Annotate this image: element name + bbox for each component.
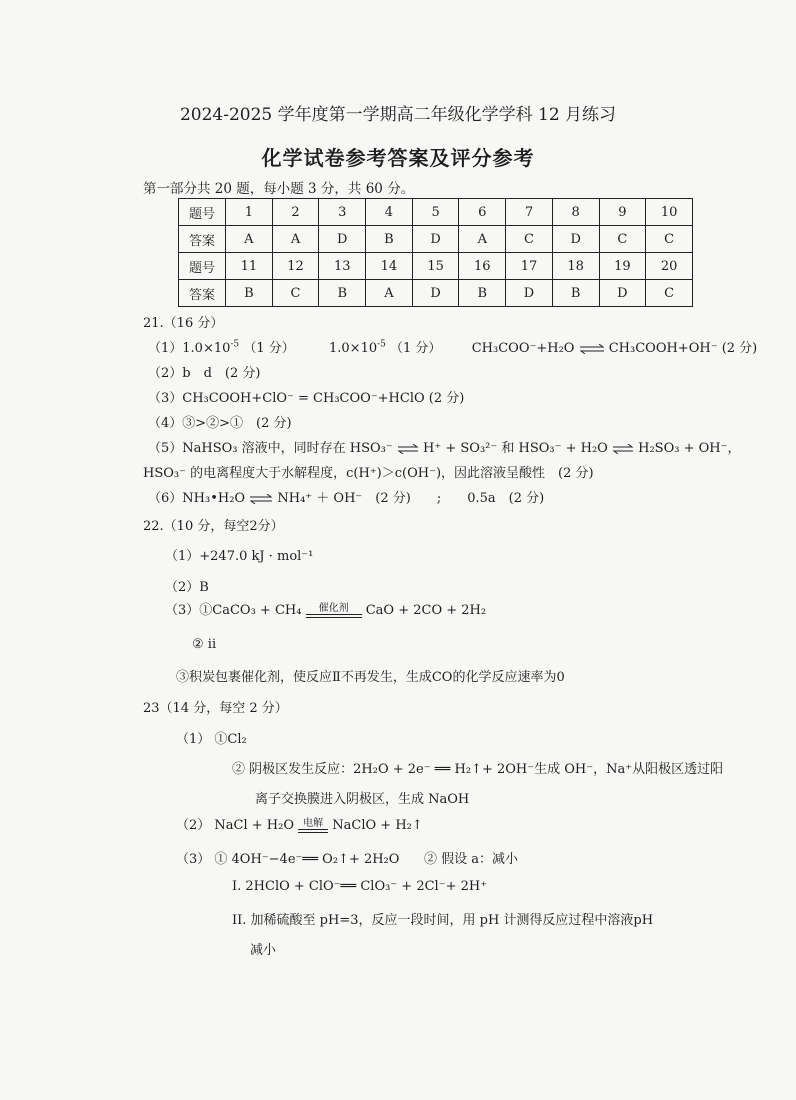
table-row xyxy=(179,253,693,280)
table-row xyxy=(179,226,693,253)
exam-title: 2024-2025 学年度第一学期高二年级化学学科 12 月练习 xyxy=(179,105,617,125)
table-cell: 18 xyxy=(552,253,599,280)
table-cell: 16 xyxy=(459,253,506,280)
q22-part3-equation: （3）①CaCO₃ + CH₄ 催化剂 CaO + 2CO + 2H₂ xyxy=(165,603,487,618)
q21-part4: （4）③>②>① (2 分) xyxy=(148,416,292,431)
table-cell: D xyxy=(319,226,366,253)
equilibrium-arrow-icon xyxy=(612,444,634,454)
table-cell: 12 xyxy=(272,253,319,280)
table-cell: 11 xyxy=(226,253,273,280)
table-cell: B xyxy=(226,280,273,307)
q21-hydrolysis-right: CH₃COOH+OH⁻ (2 分) xyxy=(608,341,758,356)
table-cell: 1 xyxy=(226,199,273,226)
electrolysis-arrow: 电解 xyxy=(298,818,328,833)
table-cell: 17 xyxy=(506,253,553,280)
table-cell: 9 xyxy=(599,199,646,226)
table-cell: D xyxy=(506,280,553,307)
table-cell: C xyxy=(506,226,553,253)
table-cell: C xyxy=(646,226,693,253)
table-cell: 13 xyxy=(319,253,366,280)
table-cell: C xyxy=(646,280,693,307)
table-cell: B xyxy=(459,280,506,307)
row-header-cell: 答案 xyxy=(179,226,226,253)
table-cell: 8 xyxy=(552,199,599,226)
table-cell: 10 xyxy=(646,199,693,226)
table-cell: D xyxy=(412,226,459,253)
equilibrium-arrow-icon xyxy=(249,494,273,504)
q23-part1-2-continued: 离子交换膜进入阴极区，生成 NaOH xyxy=(255,792,470,807)
table-cell: B xyxy=(366,226,413,253)
q23-part3-2: ② 假设 a：减小 xyxy=(424,852,519,867)
q23-part2-equation: （2） NaCl + H₂O 电解 NaClO + H₂↑ xyxy=(176,818,423,833)
q22-part2: （2）B xyxy=(165,580,209,595)
catalyst-arrow: 催化剂 xyxy=(306,603,362,618)
table-cell: B xyxy=(552,280,599,307)
table-cell: 6 xyxy=(459,199,506,226)
row-header-cell: 题号 xyxy=(179,199,226,226)
table-cell: 2 xyxy=(272,199,319,226)
table-cell: C xyxy=(272,280,319,307)
answer-key-title: 化学试卷参考答案及评分参考 xyxy=(261,146,535,170)
q22-part1: （1）+247.0 kJ · mol⁻¹ xyxy=(165,549,314,564)
q21-part5: （5）NaHSO₃ 溶液中，同时存在 HSO₃⁻ H⁺ + SO₃²⁻ 和 HSO₃⁻ + H₂O H₂SO₃ + OH⁻， xyxy=(148,441,741,456)
table-cell: D xyxy=(552,226,599,253)
table-cell: D xyxy=(599,280,646,307)
table-cell: C xyxy=(599,226,646,253)
q21-part3: （3）CH₃COOH+ClO⁻ = CH₃COO⁻+HClO (2 分) xyxy=(148,391,465,406)
q21-heading: 21.（16 分） xyxy=(143,316,224,331)
table-cell: A xyxy=(226,226,273,253)
table-cell: 3 xyxy=(319,199,366,226)
table-cell: B xyxy=(319,280,366,307)
q23-part3-II-continued: 减小 xyxy=(250,943,277,958)
q23-part3-II: II. 加稀硫酸至 pH=3，反应一段时间，用 pH 计测得反应过程中溶液pH xyxy=(232,913,654,928)
q21-part5-explanation: HSO₃⁻ 的电离程度大于水解程度，c(H⁺)＞c(OH⁻)，因此溶液呈酸性 (2 分) xyxy=(143,466,594,481)
table-cell: 7 xyxy=(506,199,553,226)
table-cell: D xyxy=(412,280,459,307)
table-cell: 4 xyxy=(366,199,413,226)
q21-part1: $(1)1.0\times 10^{-5}$ （1 分） $1.0\times 10^{-5}$ （1 分） CH₃COO⁻+H₂O CH₃COOH+OH⁻ (2 分) xyxy=(148,339,758,356)
answer-table xyxy=(178,198,693,307)
table-row xyxy=(179,199,693,226)
q22-heading: 22.（10 分，每空2分） xyxy=(143,519,284,534)
table-cell: A xyxy=(272,226,319,253)
table-cell: 19 xyxy=(599,253,646,280)
q21-part1-value-b: 1.0×10 xyxy=(329,341,378,356)
q21-part2: （2）b d (2 分) xyxy=(148,366,261,381)
table-cell: 15 xyxy=(412,253,459,280)
table-cell: 5 xyxy=(412,199,459,226)
part-one-instructions: 第一部分共 20 题，每小题 3 分，共 60 分。 xyxy=(143,181,415,197)
table-row xyxy=(179,280,693,307)
q21-part1-value-a: （1）1.0×10 xyxy=(148,341,231,356)
q23-heading: 23（14 分，每空 2 分） xyxy=(143,701,288,716)
row-header-cell: 答案 xyxy=(179,280,226,307)
equilibrium-arrow-icon xyxy=(579,344,605,354)
q23-part3-1: （3） ① 4OH⁻−4e⁻══ O₂↑+ 2H₂O xyxy=(176,852,400,867)
table-cell: A xyxy=(366,280,413,307)
table-cell: 20 xyxy=(646,253,693,280)
equilibrium-arrow-icon xyxy=(397,444,419,454)
q22-part3-3: ③积炭包裹催化剂，使反应Ⅱ不再发生，生成CO的化学反应速率为0 xyxy=(176,670,565,685)
table-cell: A xyxy=(459,226,506,253)
q23-part3-I: I. 2HClO + ClO⁻══ ClO₃⁻ + 2Cl⁻+ 2H⁺ xyxy=(232,879,488,894)
q21-part6: （6）NH₃•H₂O NH₄⁺ ＋ OH⁻ (2 分) ; 0.5a (2 分) xyxy=(148,491,545,506)
row-header-cell: 题号 xyxy=(179,253,226,280)
q22-part3-2: ② ii xyxy=(192,637,217,652)
q23-part1-2: ② 阴极区发生反应：2H₂O + 2e⁻ ══ H₂↑+ 2OH⁻生成 OH⁻，Na⁺从阳极区透过阳 xyxy=(232,762,724,777)
q23-part1-1: （1） ①Cl₂ xyxy=(176,732,247,747)
q21-hydrolysis-left: CH₃COO⁻+H₂O xyxy=(471,341,575,356)
table-cell: 14 xyxy=(366,253,413,280)
